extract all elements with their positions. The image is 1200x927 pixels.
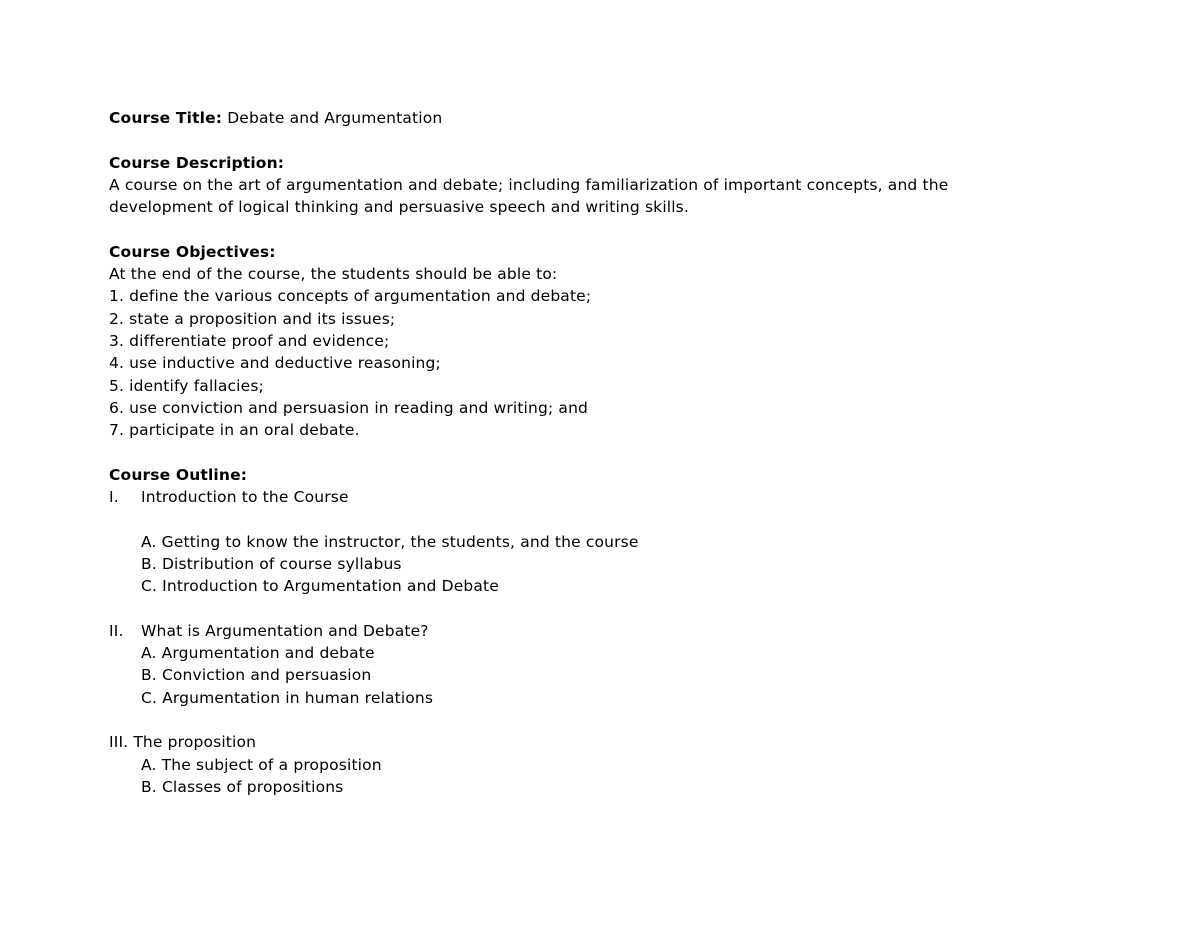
outline-item: B. Conviction and persuasion bbox=[141, 666, 372, 685]
outline-section-text: What is Argumentation and Debate? bbox=[141, 621, 429, 640]
outline-section-title bbox=[109, 486, 1109, 508]
outline-section-title bbox=[109, 620, 1109, 642]
spacer bbox=[109, 218, 1109, 240]
spacer bbox=[109, 508, 1109, 530]
outline-item: A. Getting to know the instructor, the students, and the course bbox=[141, 532, 639, 551]
outline-heading: Course Outline: bbox=[109, 465, 248, 484]
outline-section-title: III. The proposition bbox=[109, 733, 257, 752]
objective-item: 6. use conviction and persuasion in reading and writing; and bbox=[109, 398, 589, 417]
objectives-intro: At the end of the course, the students should be able to: bbox=[109, 265, 558, 284]
outline-section-text: Introduction to the Course bbox=[141, 488, 349, 507]
objective-item: 2. state a proposition and its issues; bbox=[109, 309, 396, 328]
spacer bbox=[109, 598, 1109, 620]
objectives-heading: Course Objectives: bbox=[109, 242, 276, 261]
outline-item: B. Distribution of course syllabus bbox=[141, 554, 402, 573]
spacer bbox=[109, 441, 1109, 463]
objective-item: 4. use inductive and deductive reasoning; bbox=[109, 354, 441, 373]
description-heading: Course Description: bbox=[109, 153, 285, 172]
objective-item: 7. participate in an oral debate. bbox=[109, 421, 360, 440]
objective-item: 5. identify fallacies; bbox=[109, 376, 264, 395]
outline-item: C. Introduction to Argumentation and Debate bbox=[141, 577, 499, 596]
course-title-label: Course Title: bbox=[109, 109, 223, 127]
course-title-value: Debate and Argumentation bbox=[227, 109, 443, 127]
course-title-line bbox=[109, 107, 1109, 129]
description-line-1: A course on the art of argumentation and debate; including familiarization of important concepts, and the bbox=[109, 175, 949, 194]
description-line-2: development of logical thinking and persuasive speech and writing skills. bbox=[109, 198, 689, 217]
outline-item: A. The subject of a proposition bbox=[141, 755, 382, 774]
objective-item: 3. differentiate proof and evidence; bbox=[109, 331, 390, 350]
outline-item: B. Classes of propositions bbox=[141, 777, 344, 796]
outline-item: A. Argumentation and debate bbox=[141, 644, 375, 663]
outline-item: C. Argumentation in human relations bbox=[141, 688, 434, 707]
outline-numeral: I. bbox=[109, 488, 119, 507]
objective-item: 1. define the various concepts of argumentation and debate; bbox=[109, 287, 592, 306]
spacer bbox=[109, 709, 1109, 731]
spacer bbox=[109, 129, 1109, 151]
syllabus-content bbox=[109, 107, 1109, 798]
outline-numeral: II. bbox=[109, 621, 124, 640]
